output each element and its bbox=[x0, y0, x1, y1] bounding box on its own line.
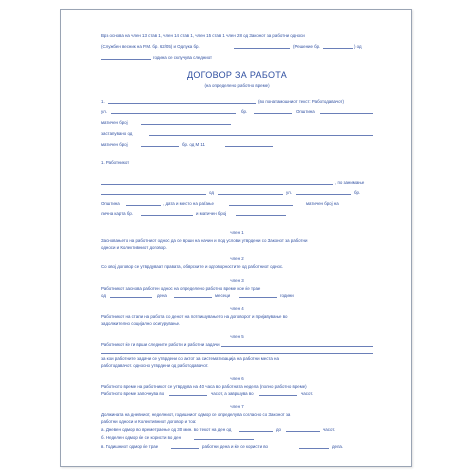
employee-row-3-birth: , дата и место на раѓање bbox=[163, 201, 214, 206]
article-3-years: години bbox=[280, 293, 294, 298]
employee-row-4-card: лична карта бр. bbox=[101, 211, 133, 216]
article-2-line-1: Со овој договор се утврдуваат правата, обврските и одговорностите од работниот однос. bbox=[101, 264, 284, 269]
blank-employer-street bbox=[111, 113, 236, 114]
employer-row-1-num: 1. bbox=[101, 99, 105, 104]
document-title: ДОГОВОР ЗА РАБОТА bbox=[186, 70, 288, 80]
employer-row-4-m11: бр. од М 11 bbox=[182, 142, 205, 147]
article-7-line-1: Должината на дневниот, неделниот, годишниот одмор се определува согласно со Законот за bbox=[101, 412, 291, 417]
employer-row-2-number: бр. bbox=[241, 109, 248, 114]
employer-row-1-tail: (во понатамошниот текст: Работодавачот) bbox=[258, 99, 344, 104]
article-4-heading: член 4 bbox=[230, 306, 244, 311]
blank-employee-municipality bbox=[126, 205, 161, 206]
article-7-annual-parts: дела. bbox=[332, 444, 344, 449]
employer-row-3-id: матичен број bbox=[101, 120, 128, 125]
blank-m11-number bbox=[225, 146, 273, 147]
preamble-line-1: Врз основа на член 13 став 1, член 14 став 1, член 15 став 1 член 28 од Законот за работни односи bbox=[101, 33, 305, 38]
employee-row-4-idno: и матичен број bbox=[196, 211, 227, 216]
employee-row-2-from: од bbox=[209, 190, 214, 195]
blank-job-tasks bbox=[221, 346, 373, 347]
article-5-line-3: работодавачот. односно утврдени од работодавачот. bbox=[101, 363, 209, 368]
blank-year bbox=[101, 59, 151, 60]
article-7-daily-to: до bbox=[276, 427, 282, 432]
article-3-heading: член 3 bbox=[230, 278, 244, 283]
article-3-days: дена bbox=[157, 293, 167, 298]
article-7-daily: а. Дневен одмор во времетраење од 30 мин. во текот на ден од bbox=[101, 427, 232, 432]
article-6-start: Работното време започнува во bbox=[101, 391, 165, 396]
article-1-heading: член 1 bbox=[230, 230, 244, 235]
article-1-line-1: Засновањето на работниот однос да се врши на начин и под услови утврдени со Законот за работни bbox=[101, 238, 308, 243]
article-6-hour: часот. bbox=[301, 391, 314, 396]
article-3-from: од bbox=[101, 293, 106, 298]
blank-employee-city bbox=[218, 194, 283, 195]
blank-weekly-day bbox=[194, 439, 254, 440]
preamble-line-2b: (Решение бр. bbox=[293, 44, 321, 49]
blank-break-to bbox=[286, 431, 320, 432]
article-1-line-2: односи и Колективниот договор. bbox=[101, 245, 167, 250]
document-subtitle: (на определено работно време) bbox=[204, 83, 270, 88]
employer-row-3-represented: застапувано од bbox=[101, 131, 133, 136]
blank-employee-street bbox=[296, 194, 351, 195]
employer-row-4-id: матичен број bbox=[101, 142, 128, 147]
blank-job-tasks-2 bbox=[101, 353, 373, 354]
article-7-daily-hour: часот. bbox=[323, 427, 336, 432]
blank-resolution-number bbox=[323, 48, 353, 49]
article-4-line-1: Работникот на стапи на работа со денот на потпишувањето на договорот и пријавување во bbox=[101, 314, 288, 319]
blank-break-from bbox=[239, 431, 273, 432]
article-7-weekly: б. Неделен одмор ќе се користи во ден bbox=[101, 435, 182, 440]
article-3-line-1: Работникот заснова работен однос на определено работно време кое ќе трае bbox=[101, 286, 261, 291]
article-7-annual: в. Годишниот одмор ќе трае bbox=[101, 444, 159, 449]
employee-row-2-street: ул. bbox=[286, 190, 292, 195]
preamble-line-2c: ) од bbox=[354, 44, 362, 49]
blank-employee-birth bbox=[229, 205, 293, 206]
article-2-heading: член 2 bbox=[230, 256, 244, 261]
employer-row-2-street: ул. bbox=[101, 109, 107, 114]
blank-employee-name bbox=[101, 184, 333, 185]
employee-row-1-tail: , по занимање bbox=[335, 180, 365, 185]
document-page bbox=[60, 9, 412, 467]
blank-employer-name bbox=[108, 103, 256, 104]
blank-start-date bbox=[110, 297, 152, 298]
article-6-end: часот, а завршува во bbox=[211, 391, 254, 396]
article-6-line-1: Работното време на работникот се утврдува на 40 часа во работната недела (полно работно време) bbox=[101, 384, 307, 389]
article-5-line-2: за кои работните задачи се утврдени со актот за систематизација на работни места на bbox=[101, 356, 279, 361]
blank-employer-street-number bbox=[254, 113, 292, 114]
article-6-heading: член 6 bbox=[230, 376, 244, 381]
preamble-line-3: година се склучува следниот bbox=[153, 55, 213, 60]
preamble-line-2a: (Службен весник на Р.М. бр. 62/05) и Одлука бр. bbox=[101, 44, 200, 49]
blank-days bbox=[174, 297, 212, 298]
blank-months bbox=[239, 297, 277, 298]
article-5-heading: член 5 bbox=[230, 334, 244, 339]
article-3-months: месеци bbox=[215, 293, 231, 298]
article-7-heading: член 7 bbox=[230, 404, 244, 409]
blank-end-hour bbox=[259, 395, 297, 396]
blank-employer-municipality bbox=[320, 113, 373, 114]
article-7-line-2: работни односи и Колективниот договор и тоа: bbox=[101, 419, 197, 424]
blank-annual-days bbox=[171, 448, 199, 449]
blank-employee-id bbox=[141, 146, 179, 147]
blank-employee-occupation bbox=[101, 194, 206, 195]
article-5-line-1: Работникот ќе ги врши следните работи и работни задачи bbox=[101, 342, 220, 347]
blank-employer-id bbox=[141, 124, 231, 125]
blank-employee-idno bbox=[236, 215, 286, 216]
employee-row-3-municipality: Општина bbox=[101, 201, 120, 206]
article-7-annual-use: работни дена и ќе се користи во bbox=[202, 444, 268, 449]
employee-row-3-idno: матичен број на bbox=[306, 201, 339, 206]
blank-start-hour bbox=[169, 395, 207, 396]
blank-employee-card bbox=[141, 215, 193, 216]
blank-annual-parts bbox=[299, 448, 329, 449]
blank-decision-number bbox=[234, 48, 290, 49]
employer-row-2-municipality: Општина bbox=[296, 109, 315, 114]
employee-row-2-number: бр. bbox=[354, 190, 361, 195]
employee-row-1: 1. Работникот bbox=[101, 160, 130, 165]
blank-employer-representative bbox=[149, 135, 373, 136]
article-4-line-2: задолжително социјално осигурување. bbox=[101, 321, 181, 326]
